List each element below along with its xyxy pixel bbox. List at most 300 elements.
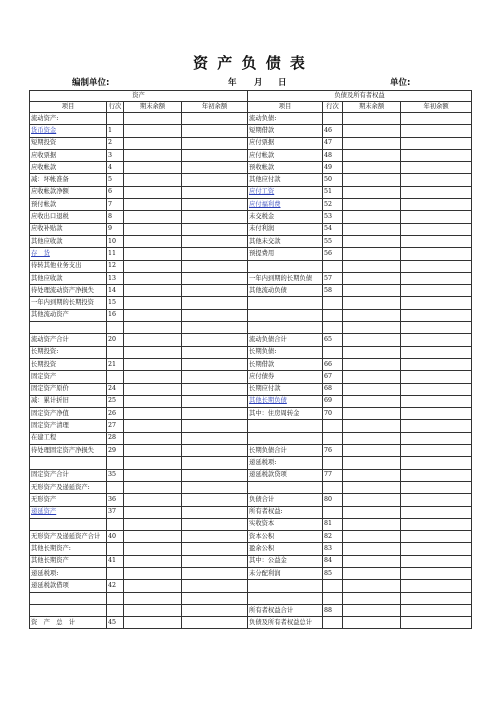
liability-end-balance [343,580,401,592]
liability-line-no-text: 69 [324,397,333,405]
liability-line-no-text: 58 [324,286,333,294]
liability-item [248,592,323,604]
asset-line-no-text: 8 [108,213,113,221]
table-row [30,334,472,346]
asset-start-balance [182,555,248,567]
assets-group-header: 资产 [30,91,248,102]
asset-item-text: 其他长期资产 [31,557,69,565]
liability-item [248,334,323,346]
asset-end-balance [124,322,182,334]
liability-line-no-text: 67 [324,372,333,380]
liability-end-balance [343,432,401,444]
liability-line-no [323,174,343,186]
liability-item-text: 所有者权益: [249,508,283,516]
liability-line-no [323,420,343,432]
asset-line-no [107,481,124,493]
liability-start-balance [401,285,472,297]
asset-end-balance [124,506,182,518]
asset-line-no-text: 24 [108,385,117,393]
col-header-line: 行次 [323,102,343,113]
asset-item [30,494,107,506]
asset-start-balance [182,408,248,420]
asset-start-balance [182,531,248,543]
asset-item-text: 无形资产及递延资产: [31,483,90,491]
asset-line-no-text: 6 [108,188,113,196]
liability-end-balance [343,149,401,161]
asset-line-no [107,322,124,334]
liability-end-balance [343,125,401,137]
asset-line-no [107,543,124,555]
liability-item-text: 应付票据 [249,139,275,147]
liability-item-text: 预提费用 [249,249,275,257]
liability-end-balance [343,186,401,198]
liability-end-balance [343,223,401,235]
table-row [30,383,472,395]
liability-line-no [323,211,343,223]
liability-start-balance [401,260,472,272]
asset-end-balance [124,235,182,247]
liability-item-text: 流动负债: [249,114,277,122]
asset-start-balance [182,272,248,284]
liability-end-balance [343,518,401,530]
liability-start-balance [401,408,472,420]
asset-end-balance [124,567,182,579]
asset-item [30,506,107,518]
asset-item-text: 流动资产合计 [31,335,69,343]
asset-line-no-text: 15 [108,299,117,307]
liability-item-text: 应付帐款 [249,151,275,159]
asset-end-balance [124,395,182,407]
asset-line-no [107,371,124,383]
liability-start-balance [401,432,472,444]
table-row [30,617,472,629]
asset-line-no [107,457,124,469]
liability-end-balance [343,408,401,420]
asset-line-no [107,383,124,395]
asset-item-text: 减：累计折旧 [31,397,69,405]
asset-item-text: 固定资产净值 [31,409,69,417]
asset-start-balance [182,567,248,579]
liability-start-balance [401,420,472,432]
asset-end-balance [124,494,182,506]
liability-item [248,162,323,174]
table-row [30,322,472,334]
asset-item-text: 其他应收款 [31,237,63,245]
asset-end-balance [124,445,182,457]
asset-line-no [107,531,124,543]
liability-end-balance [343,592,401,604]
report-meta [0,76,500,90]
asset-start-balance [182,149,248,161]
col-header-start-balance: 年初余额 [401,102,472,113]
liability-item [248,137,323,149]
asset-end-balance [124,211,182,223]
asset-end-balance [124,358,182,370]
asset-item [30,592,107,604]
asset-line-no-text: 7 [108,200,113,208]
asset-start-balance [182,260,248,272]
liability-line-no-text: 54 [324,225,333,233]
liability-item-text: 负债合计 [249,495,275,503]
liability-start-balance [401,543,472,555]
asset-item-text: 短期投资 [31,139,57,147]
table-row [30,199,472,211]
asset-end-balance [124,457,182,469]
asset-start-balance [182,592,248,604]
asset-line-no-text: 9 [108,225,113,233]
liability-line-no [323,235,343,247]
asset-line-no [107,358,124,370]
asset-item [30,309,107,321]
asset-item-text: 递延税款借项 [31,581,69,589]
liability-line-no [323,432,343,444]
liability-line-no [323,604,343,616]
asset-item [30,604,107,616]
liability-line-no [323,149,343,161]
table-row [30,346,472,358]
liability-item-text: 递延税款贷项 [249,471,287,479]
asset-line-no-text: 41 [108,557,117,565]
liability-item-text: 长期借款 [249,360,275,368]
liability-item [248,383,323,395]
balance-sheet-table [29,90,472,629]
liability-line-no-text: 82 [324,532,333,540]
asset-end-balance [124,371,182,383]
asset-item [30,371,107,383]
liability-line-no [323,531,343,543]
liability-item [248,543,323,555]
asset-start-balance [182,481,248,493]
table-row [30,272,472,284]
liability-line-no [323,445,343,457]
liability-item [248,555,323,567]
liability-item-text[interactable]: 应付工资 [249,188,275,196]
asset-item [30,285,107,297]
liability-line-no [323,346,343,358]
table-row [30,211,472,223]
liability-line-no-text: 81 [324,520,333,528]
table-row [30,309,472,321]
liability-end-balance [343,346,401,358]
liability-item-text: 递延税项: [249,458,277,466]
liability-start-balance [401,395,472,407]
liability-item-text: 其他未交款 [249,237,281,245]
asset-line-no [107,408,124,420]
liability-item-text: 负债及所有者权益总计 [249,618,312,626]
liability-end-balance [343,322,401,334]
asset-end-balance [124,186,182,198]
liability-start-balance [401,162,472,174]
liability-line-no [323,506,343,518]
liability-start-balance [401,235,472,247]
asset-end-balance [124,408,182,420]
liability-line-no [323,309,343,321]
liability-line-no-text: 57 [324,274,333,282]
asset-start-balance [182,297,248,309]
liability-start-balance [401,518,472,530]
asset-line-no [107,555,124,567]
liability-item-text: 预收帐款 [249,163,275,171]
liability-line-no-text: 50 [324,176,333,184]
asset-line-no [107,125,124,137]
liability-end-balance [343,211,401,223]
liability-line-no [323,555,343,567]
asset-line-no [107,567,124,579]
liability-line-no [323,137,343,149]
asset-item [30,113,107,125]
asset-item-text: 长期投资: [31,348,59,356]
liability-line-no-text: 77 [324,471,333,479]
asset-start-balance [182,617,248,629]
asset-item [30,211,107,223]
day-label: 日 [278,78,287,88]
table-row [30,555,472,567]
asset-start-balance [182,604,248,616]
asset-end-balance [124,248,182,260]
asset-line-no-text: 5 [108,176,113,184]
table-row [30,174,472,186]
table-row [30,445,472,457]
asset-item [30,518,107,530]
asset-end-balance [124,432,182,444]
liability-item-text: 流动负债合计 [249,335,287,343]
asset-line-no [107,223,124,235]
asset-end-balance [124,137,182,149]
liability-start-balance [401,531,472,543]
liability-item-text: 其他应付款 [249,176,281,184]
table-row [30,408,472,420]
asset-line-no-text: 16 [108,311,117,319]
asset-line-no-text: 36 [108,495,117,503]
asset-item-text: 固定资产原价 [31,385,69,393]
liability-line-no-text: 47 [324,139,333,147]
liability-line-no [323,518,343,530]
liability-start-balance [401,445,472,457]
liability-line-no-text: 48 [324,151,333,159]
asset-item-text: 一年内到期的长期投资 [31,299,94,307]
liability-item [248,531,323,543]
table-row [30,604,472,616]
table-row [30,543,472,555]
liability-end-balance [343,555,401,567]
liability-start-balance [401,137,472,149]
table-row [30,518,472,530]
asset-item [30,358,107,370]
asset-line-no-text: 4 [108,163,113,171]
asset-item-text: 在建工程 [31,434,57,442]
liability-start-balance [401,481,472,493]
asset-item [30,531,107,543]
liability-start-balance [401,617,472,629]
asset-item-text[interactable]: 存 货 [31,249,50,257]
asset-line-no-text: 45 [108,618,117,626]
liability-end-balance [343,445,401,457]
asset-end-balance [124,481,182,493]
asset-start-balance [182,248,248,260]
liability-item-text: 其中：住房周转金 [249,409,300,417]
liability-start-balance [401,125,472,137]
asset-item [30,322,107,334]
liability-end-balance [343,113,401,125]
liability-item-text: 所有者权益合计 [249,606,294,614]
asset-start-balance [182,469,248,481]
liability-line-no-text: 68 [324,385,333,393]
liability-start-balance [401,322,472,334]
liability-start-balance [401,567,472,579]
col-header-end-balance: 期末余额 [343,102,401,113]
asset-start-balance [182,506,248,518]
liability-item-text: 未交税金 [249,213,275,221]
asset-item-text[interactable]: 递延资产 [31,508,57,516]
liabilities-group-header: 负债及所有者权益 [248,91,472,102]
table-row [30,432,472,444]
liability-line-no [323,186,343,198]
asset-item [30,186,107,198]
liability-item [248,481,323,493]
liability-item [248,408,323,420]
unit-label: 编制单位: [72,78,110,88]
liability-line-no [323,395,343,407]
liability-line-no [323,322,343,334]
liability-start-balance [401,494,472,506]
asset-line-no [107,186,124,198]
asset-item-text: 固定资产清理 [31,422,69,430]
liability-item [248,285,323,297]
liability-line-no-text: 53 [324,213,333,221]
asset-start-balance [182,235,248,247]
liability-item [248,432,323,444]
asset-line-no [107,260,124,272]
liability-start-balance [401,506,472,518]
liability-line-no [323,285,343,297]
liability-item-text[interactable]: 其他长期负债 [249,397,287,405]
asset-item [30,223,107,235]
liability-item [248,248,323,260]
liability-item [248,125,323,137]
liability-end-balance [343,334,401,346]
liability-start-balance [401,555,472,567]
asset-line-no [107,494,124,506]
asset-end-balance [124,617,182,629]
asset-line-no [107,309,124,321]
asset-end-balance [124,309,182,321]
liability-line-no [323,125,343,137]
liability-end-balance [343,617,401,629]
asset-line-no-text: 2 [108,139,113,147]
liability-item-text: 其他流动负债 [249,286,287,294]
table-row [30,186,472,198]
liability-start-balance [401,580,472,592]
asset-item [30,383,107,395]
asset-line-no-text: 40 [108,532,117,540]
asset-line-no [107,420,124,432]
asset-item [30,408,107,420]
liability-item [248,211,323,223]
liability-end-balance [343,260,401,272]
liability-end-balance [343,309,401,321]
asset-line-no-text: 11 [108,249,117,257]
asset-item [30,481,107,493]
liability-item [248,604,323,616]
asset-item [30,432,107,444]
asset-item [30,457,107,469]
liability-end-balance [343,567,401,579]
asset-item [30,469,107,481]
asset-line-no [107,248,124,260]
liability-line-no [323,567,343,579]
liability-start-balance [401,174,472,186]
asset-start-balance [182,543,248,555]
liability-end-balance [343,383,401,395]
liability-item [248,420,323,432]
liability-line-no [323,334,343,346]
liability-line-no [323,592,343,604]
table-row [30,481,472,493]
asset-item [30,137,107,149]
liability-item [248,617,323,629]
asset-line-no [107,174,124,186]
asset-start-balance [182,162,248,174]
asset-start-balance [182,383,248,395]
liability-end-balance [343,469,401,481]
asset-item [30,445,107,457]
table-row [30,469,472,481]
asset-end-balance [124,469,182,481]
liability-end-balance [343,531,401,543]
asset-line-no [107,137,124,149]
liability-item-text: 短期借款 [249,126,275,134]
liability-item [248,272,323,284]
liability-line-no-text: 85 [324,569,333,577]
asset-line-no [107,580,124,592]
asset-start-balance [182,371,248,383]
asset-item [30,272,107,284]
asset-line-no-text: 1 [108,126,113,134]
liability-line-no [323,469,343,481]
asset-line-no-text: 27 [108,422,117,430]
liability-line-no-text: 55 [324,237,333,245]
asset-line-no-text: 29 [108,446,117,454]
asset-item-text[interactable]: 货币资金 [31,126,57,134]
liability-end-balance [343,420,401,432]
asset-line-no-text: 28 [108,434,117,442]
asset-line-no [107,113,124,125]
col-header-start-balance: 年初余额 [182,102,248,113]
liability-line-no [323,457,343,469]
asset-item-text: 递延税项: [31,569,59,577]
col-header-item: 项目 [248,102,323,113]
asset-item-text: 固定资产 [31,372,57,380]
liability-item-text[interactable]: 应付福利费 [249,200,281,208]
liability-item-text: 一年内到期的长期负债 [249,274,312,282]
asset-item [30,555,107,567]
asset-line-no-text: 26 [108,409,117,417]
liability-line-no [323,297,343,309]
liability-start-balance [401,297,472,309]
asset-line-no [107,518,124,530]
liability-item [248,395,323,407]
asset-end-balance [124,285,182,297]
asset-start-balance [182,494,248,506]
asset-line-no-text: 21 [108,360,117,368]
asset-start-balance [182,334,248,346]
liability-line-no [323,113,343,125]
liability-line-no-text: 76 [324,446,333,454]
col-header-line: 行次 [107,102,124,113]
month-label: 月 [254,78,263,88]
asset-item-text: 预付帐款 [31,200,57,208]
liability-item [248,469,323,481]
